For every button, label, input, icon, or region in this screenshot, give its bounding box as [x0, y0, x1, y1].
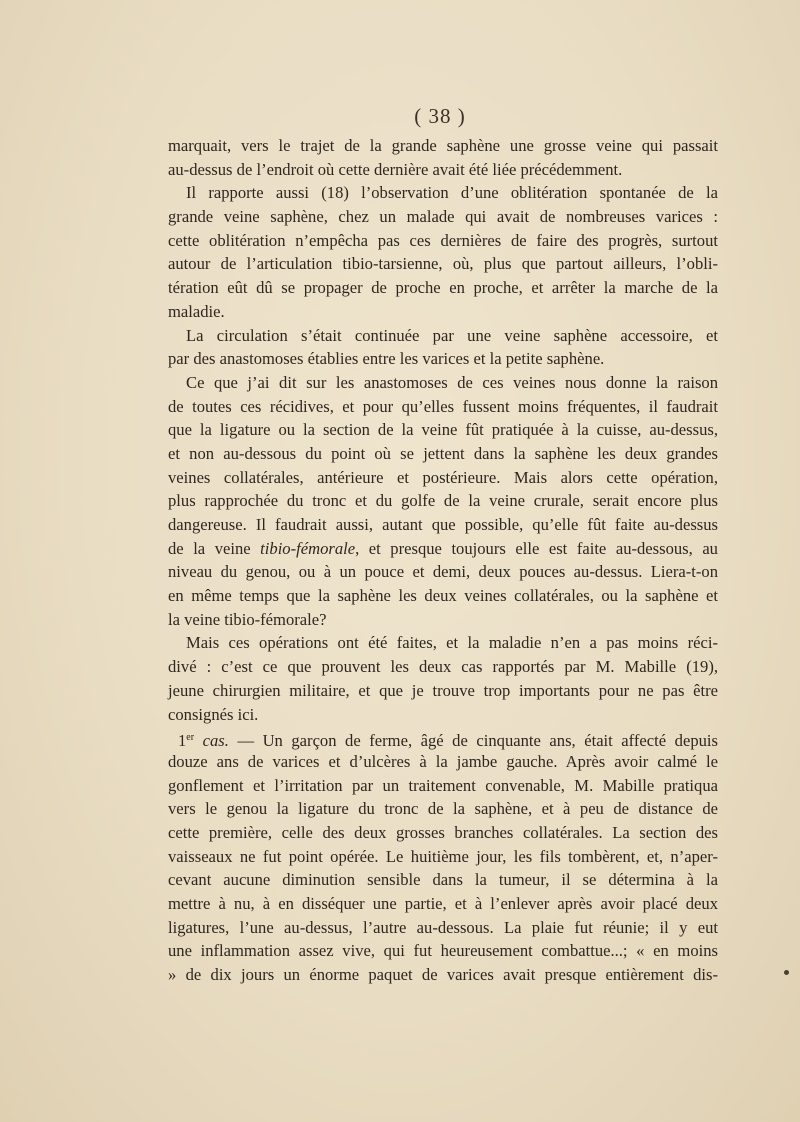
text-line: [168, 324, 718, 348]
text-span: de toutes ces récidives, et pour qu’elles fussent moins fréquentes, il faudrait: [168, 396, 718, 416]
text-span: vers le genou la ligature du tronc de la saphène, et à peu de distance de: [168, 799, 718, 819]
superscript-text: er: [186, 732, 195, 744]
text-line: [168, 300, 718, 324]
text-span: Mais ces opérations ont été faites, et la maladie n’en a pas moins réci-: [186, 633, 718, 653]
text-line: [168, 821, 718, 845]
text-span: gonflement et l’irritation par un traitement convenable, M. Mabille pratiqua: [168, 775, 718, 795]
body-text: [168, 134, 718, 987]
text-line: [168, 276, 718, 300]
text-line: [168, 252, 718, 276]
text-span: tération eût dû se propager de proche en proche, et arrêter la marche de la: [168, 278, 718, 298]
text-line: [168, 963, 718, 987]
italic-text: cas.: [202, 731, 229, 751]
text-span: en même temps que la saphène les deux veines collatérales, ou la saphène et: [168, 586, 718, 606]
text-span: Ce que j’ai dit sur les anastomoses de ces veines nous donne la raison: [186, 372, 718, 392]
text-line: [168, 134, 718, 158]
text-line: [168, 395, 718, 419]
text-line: [168, 892, 718, 916]
text-line: [168, 205, 718, 229]
text-line: [168, 489, 718, 513]
text-span: et non au-dessous du point où se jettent dans la saphène les deux grandes: [168, 443, 718, 463]
text-span: douze ans de varices et d’ulcères à la jambe gauche. Après avoir calmé le: [168, 751, 718, 771]
text-span: une inflammation assez vive, qui fut heureusement combattue...; « en moins: [168, 941, 718, 961]
text-line: [168, 679, 718, 703]
text-span: 1: [178, 731, 187, 751]
text-span: » de dix jours un énorme paquet de varices avait presque entièrement dis-: [168, 965, 718, 985]
text-line: [168, 418, 718, 442]
text-span: par des anastomoses établies entre les varices et la petite saphène.: [168, 349, 605, 369]
text-line: [168, 537, 718, 561]
text-line: [168, 797, 718, 821]
text-span: mettre à nu, à en disséquer une partie, et à l’enlever après avoir placé deux: [168, 894, 718, 913]
text-line: [168, 655, 718, 679]
text-span: au-dessus de l’endroit où cette dernière avait été liée précédemment.: [168, 159, 623, 179]
text-span: [194, 731, 203, 750]
text-span: La circulation s’était continuée par une veine saphène accessoire, et: [186, 325, 718, 345]
text-span: que la ligature ou la section de la veine fût pratiquée à la cuisse, au-dessus,: [168, 420, 718, 440]
text-line: [168, 631, 718, 655]
text-line: [168, 750, 718, 774]
text-line: [168, 466, 718, 490]
text-line: [168, 560, 718, 584]
text-span: consignés ici.: [168, 704, 259, 724]
text-span: grande veine saphène, chez un malade qui avait de nombreuses varices :: [168, 207, 718, 227]
text-span: marquait, vers le trajet de la grande saphène une grosse veine qui passait: [168, 136, 718, 155]
text-span: maladie.: [168, 301, 225, 321]
text-span: jeune chirurgien militaire, et que je trouve trop importants pour ne pas être: [168, 680, 718, 700]
text-line: [168, 158, 718, 182]
page-number: ( 38 ): [414, 104, 466, 128]
text-line: [168, 774, 718, 798]
italic-text: tibio-fémorale: [260, 538, 356, 558]
text-line: [168, 868, 718, 892]
text-span: dangereuse. Il faudrait aussi, autant que possible, qu’elle fût faite au-dessus: [168, 515, 718, 534]
text-span: autour de l’articulation tibio-tarsienne, où, plus que partout ailleurs, l’obli-: [168, 254, 718, 274]
text-line: [168, 442, 718, 466]
text-line: [168, 371, 718, 395]
text-line: [168, 916, 718, 940]
text-span: de la veine: [168, 538, 261, 558]
text-span: divé : c’est ce que prouvent les deux cas rapportés par M. Mabille (19),: [168, 657, 718, 677]
text-line: [168, 347, 718, 371]
text-span: niveau du genou, ou à un pouce et demi, deux pouces au-dessus. Liera-t-on: [168, 562, 718, 582]
text-line: [168, 608, 718, 632]
text-line: [168, 845, 718, 869]
text-line: [168, 939, 718, 963]
paper-speck: [784, 970, 789, 975]
text-line: [168, 726, 718, 750]
text-span: veines collatérales, antérieure et postérieure. Mais alors cette opération,: [168, 467, 718, 487]
text-span: plus rapprochée du tronc et du golfe de la veine crurale, serait encore plus: [168, 491, 718, 511]
text-span: cevant aucune diminution sensible dans la tumeur, il se détermina à la: [168, 870, 718, 890]
text-line: [168, 181, 718, 205]
text-span: la veine tibio-fémorale?: [168, 609, 327, 629]
text-span: cette première, celle des deux grosses branches collatérales. La section des: [168, 822, 718, 842]
text-span: , et presque toujours elle est faite au-dessous, au: [355, 538, 718, 558]
text-span: Il rapporte aussi (18) l’observation d’une oblitération spontanée de la: [186, 183, 718, 203]
text-line: [168, 584, 718, 608]
text-span: vaisseaux ne fut point opérée. Le huitième jour, les fils tombèrent, et, n’aper-: [168, 846, 718, 866]
text-span: — Un garçon de ferme, âgé de cinquante ans, était affecté depuis: [228, 731, 718, 751]
text-span: ligatures, l’une au-dessus, l’autre au-dessous. La plaie fut réunie; il y eut: [168, 917, 718, 937]
text-span: cette oblitération n’empêcha pas ces dernières de faire des progrès, surtout: [168, 230, 718, 250]
text-line: [168, 513, 718, 537]
text-line: [168, 703, 718, 727]
text-line: [168, 229, 718, 253]
